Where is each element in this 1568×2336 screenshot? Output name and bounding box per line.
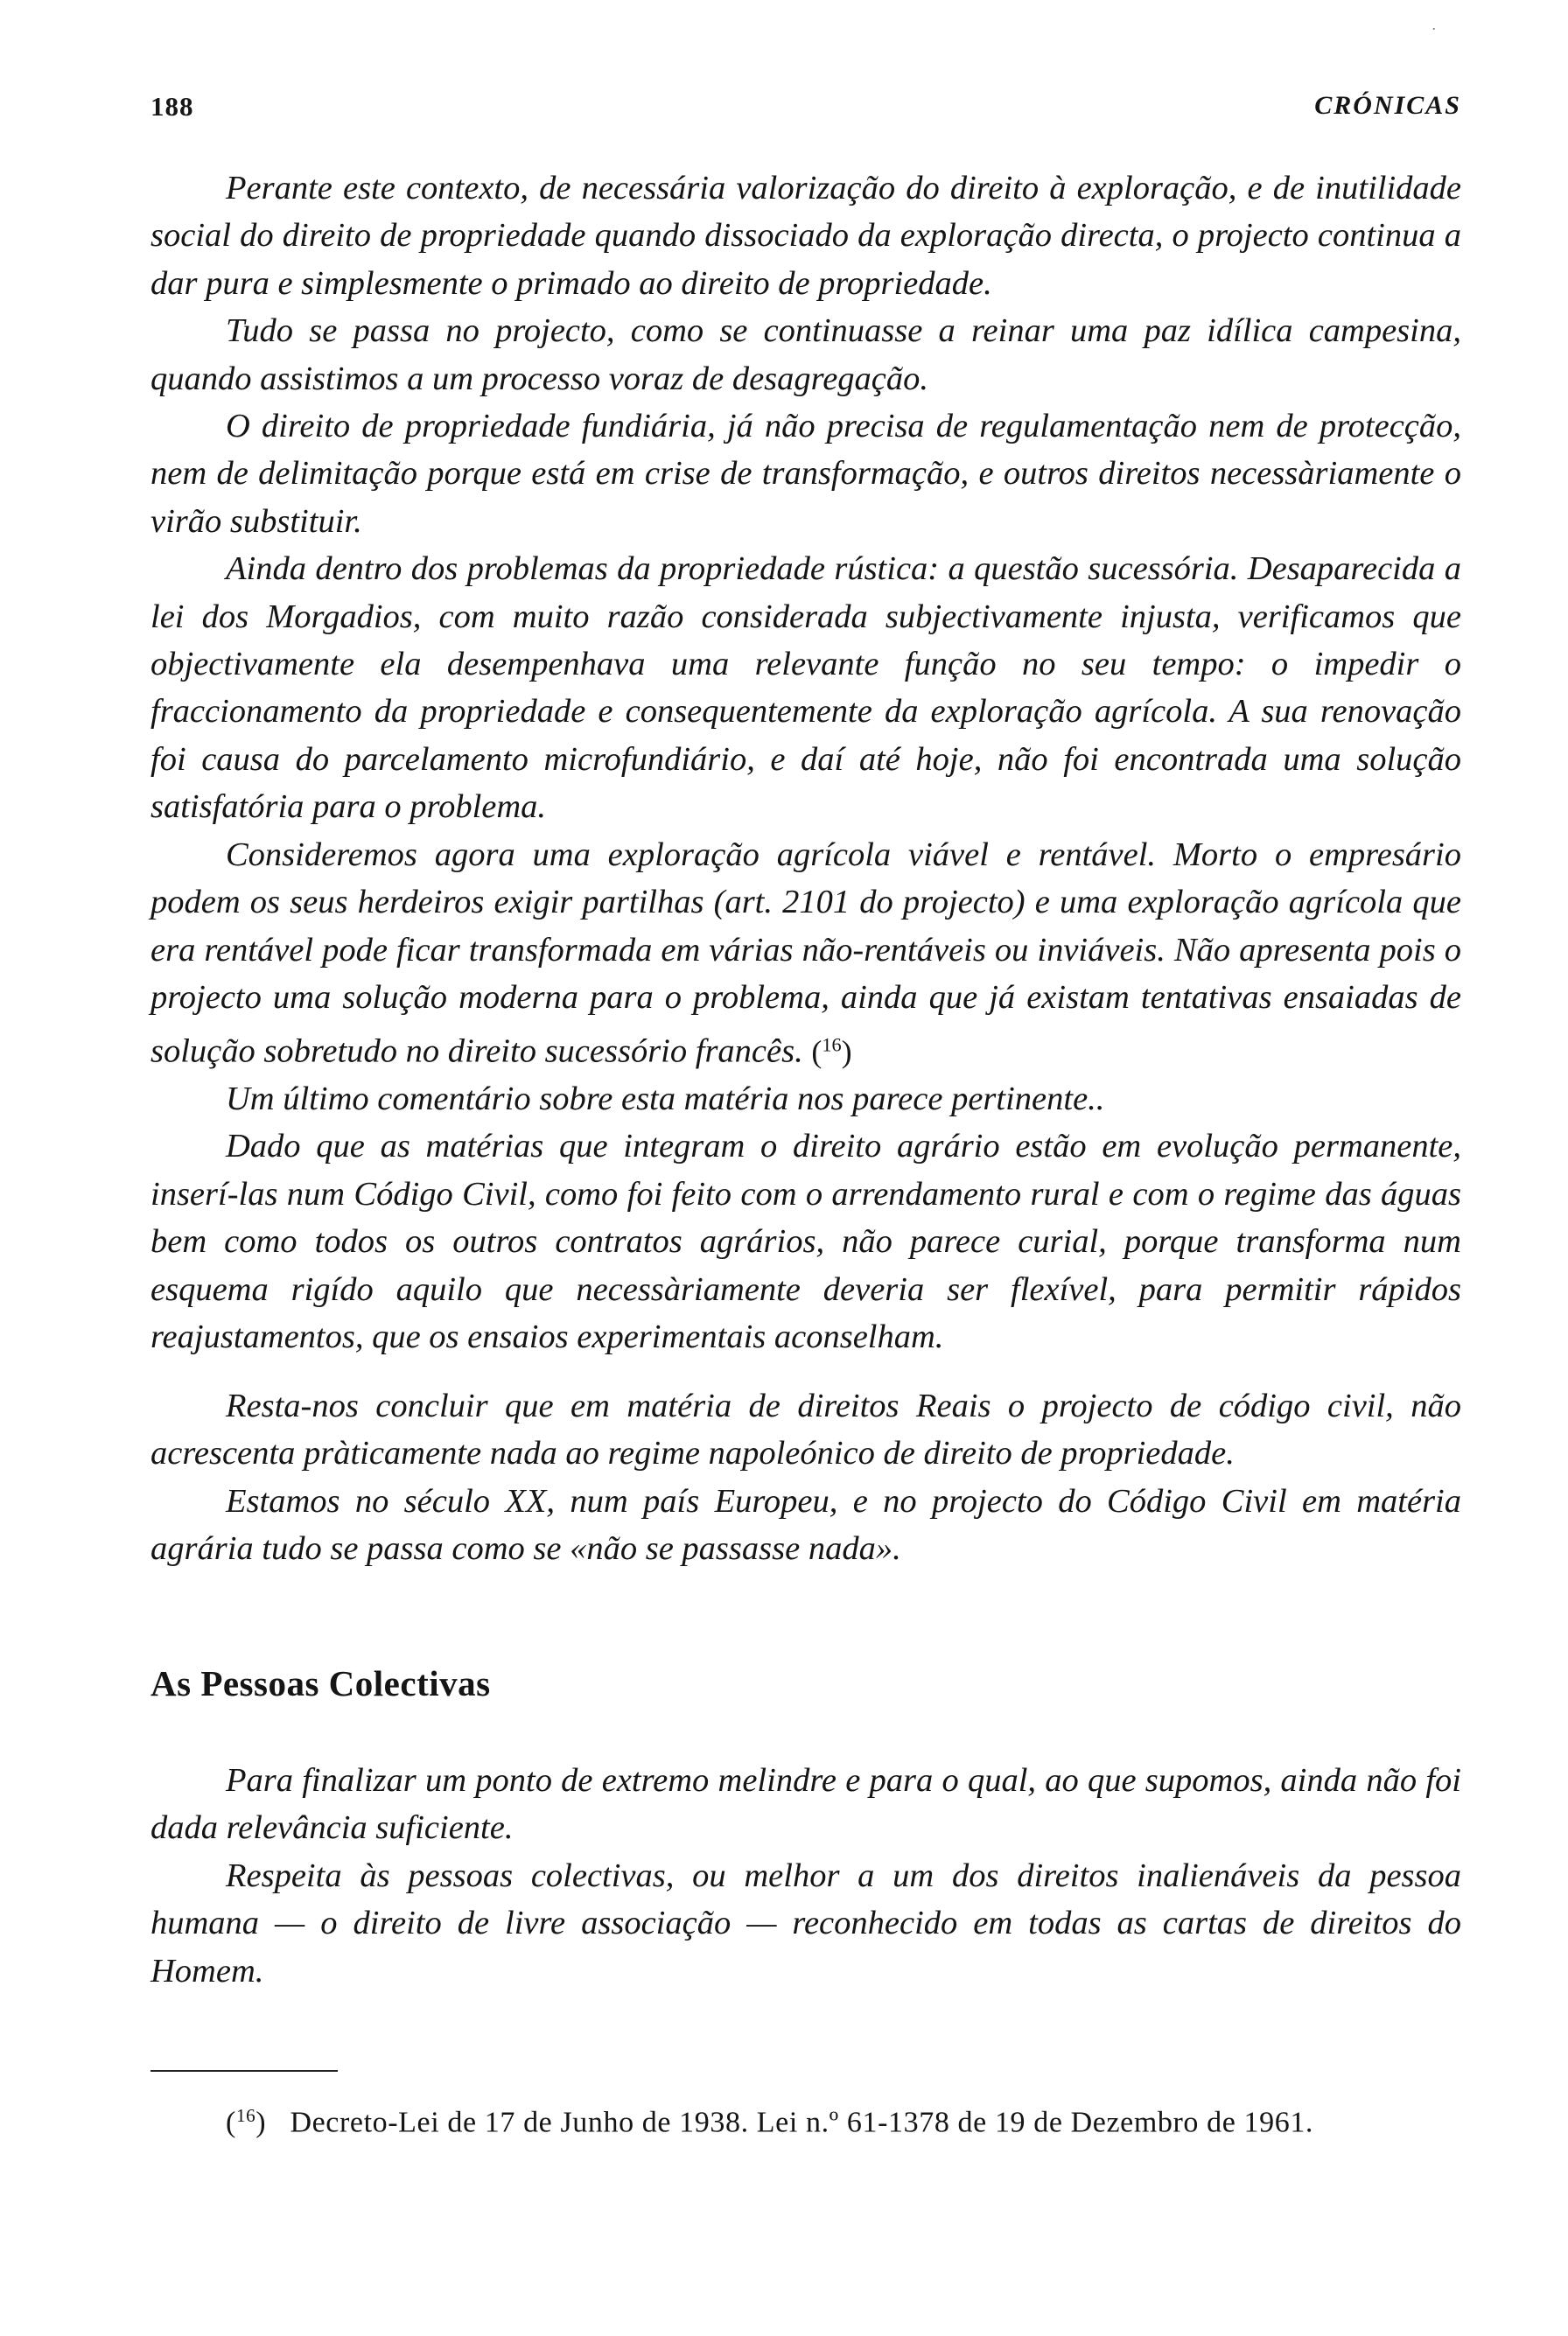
- paragraph-text: Consideremos agora uma exploração agrícola viável e rentável. Morto o empresário podem os seus herdeiros exigir partilhas (art. 2101 do projecto) e uma exploração agrícola que era rentável pode ficar transformada em várias não-rentáveis ou inviáveis. Não apresenta pois o projecto uma solução moderna para o problema, ainda que já existam tentativas ensaiadas de solução sobretudo no direito sucessório francês.: [150, 836, 1461, 1070]
- scan-speck: ˙: [1431, 24, 1437, 44]
- footnote-reference-number: 16: [822, 1033, 842, 1056]
- conclusion-text-block: [150, 1382, 1461, 1573]
- paragraph: Respeita às pessoas colectivas, ou melhor a um dos direitos inalienáveis da pessoa humana — o direito de livre associação — reconhecido em todas as cartas de direitos do Homem.: [150, 1857, 1461, 1990]
- section-text-block: [150, 1757, 1461, 1995]
- paragraph-with-footnote-ref: [150, 831, 1461, 1075]
- running-head: CRÓNICAS: [1314, 91, 1461, 120]
- section-heading: As Pessoas Colectivas: [150, 1663, 491, 1703]
- page-number: 188: [150, 91, 194, 122]
- paragraph: Ainda dentro dos problemas da propriedade rústica: a questão sucessória. Desaparecida a lei dos Morgadios, com muito razão considerada subjectivamente injusta, verificamos que objectivamente ela desempenhava uma relevante função no seu tempo: o impedir o fraccionamento da propriedade e consequentemente da exploração agrícola. A sua renovação foi causa do parcelamento microfundiário, e daí até hoje, não foi encontrada uma solução satisfatória para o problema.: [150, 550, 1461, 826]
- paragraph: Para finalizar um ponto de extremo melindre e para o qual, ao que supomos, ainda não foi dada relevância suficiente.: [150, 1762, 1461, 1847]
- footnote: ($^{16}$) Decreto-Lei de 17 de Junho de 1938. Lei n.º 61-1378 de 19 de Dezembro de 1961.: [226, 2105, 1314, 2139]
- footnote-separator: [150, 2070, 338, 2072]
- paragraph: Perante este contexto, de necessária valorização do direito à exploração, e de inutilidade social do direito de propriedade quando dissociado da exploração directa, o projecto continua a dar pura e simplesmente o primado ao direito de propriedade.: [150, 170, 1461, 302]
- footnote-marker: 16: [235, 2105, 256, 2126]
- paragraph: Resta-nos concluir que em matéria de direitos Reais o projecto de código civil, não acrescenta pràticamente nada ao regime napoleónico de direito de propriedade.: [150, 1388, 1461, 1472]
- paragraph: O direito de propriedade fundiária, já não precisa de regulamentação nem de protecção, nem de delimitação porque está em crise de transformação, e outros direitos necessàriamente o virão substituir.: [150, 408, 1461, 540]
- paragraph: Tudo se passa no projecto, como se continuasse a reinar uma paz idílica campesina, quando assistimos a um processo voraz de desagregação.: [150, 312, 1461, 397]
- footnote-reference[interactable]: ($^{16}$): [811, 1033, 852, 1069]
- main-text-block: [150, 164, 1461, 1360]
- paragraph: Dado que as matérias que integram o direito agrário estão em evolução permanente, inserí-las num Código Civil, como foi feito com o arrendamento rural e com o regime das águas bem como todos os outros contratos agrários, não parece curial, porque transforma num esquema rigído aquilo que necessàriamente deveria ser flexível, para permitir rápidos reajustamentos, que os ensaios experimentais aconselham.: [150, 1128, 1461, 1356]
- paragraph: Estamos no século XX, num país Europeu, e no projecto do Código Civil em matéria agrária tudo se passa como se «não se passasse nada».: [150, 1482, 1461, 1568]
- footnote-text: Decreto-Lei de 17 de Junho de 1938. Lei n.º 61-1378 de 19 de Dezembro de 1961.: [290, 2106, 1314, 2139]
- paragraph: Um último comentário sobre esta matéria nos parece pertinente..: [226, 1080, 1105, 1117]
